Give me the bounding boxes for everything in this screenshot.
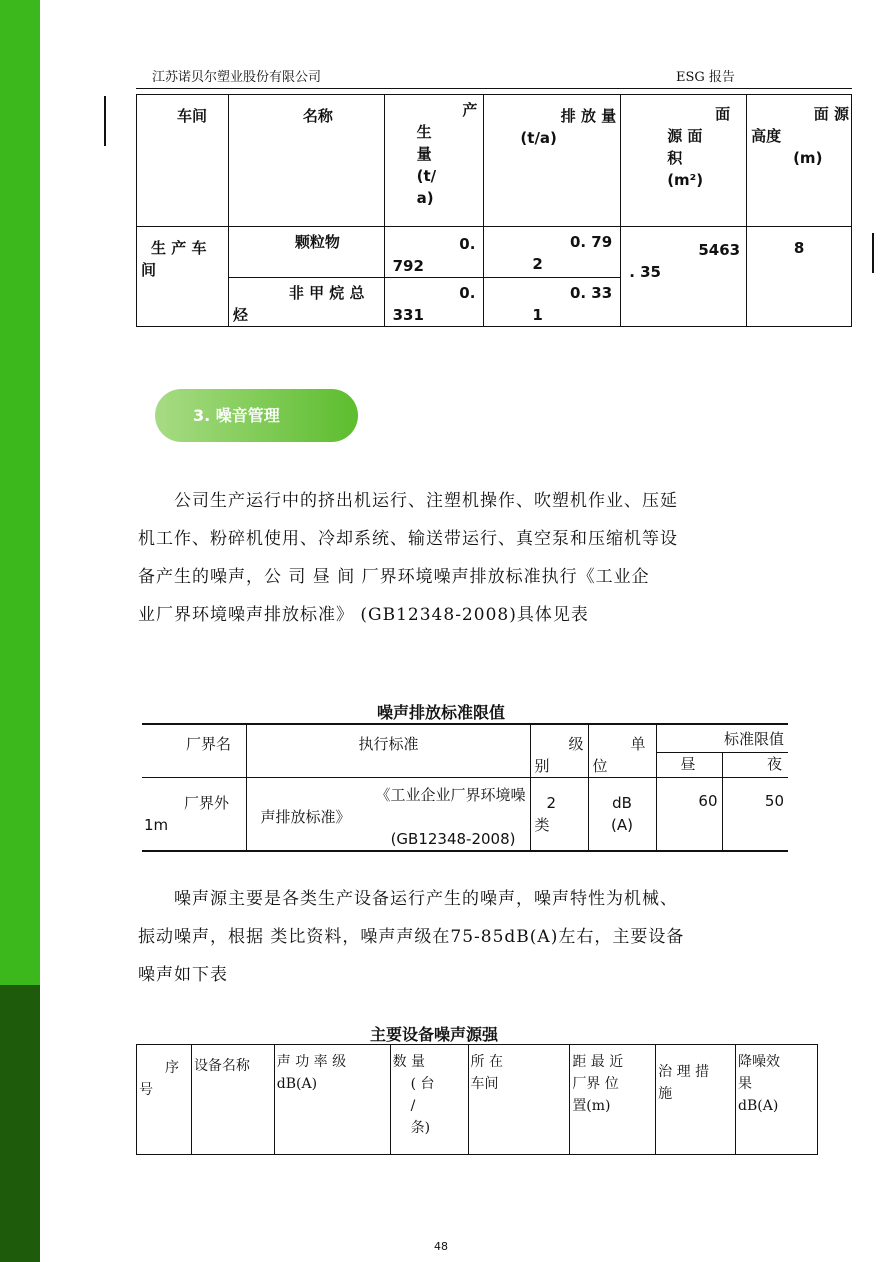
row2-production: 0. 331 [384,278,484,327]
header-device: 设备名称 [191,1045,274,1155]
noise-source-paragraph: 噪声源主要是各类生产设备运行产生的噪声，噪声特性为机械、 振动噪声，根据 类比资料，噪声声级在75-85dB(A)左右，主要设备 噪声如下表 [138,889,685,985]
header-measure: 治 理 措 施 [656,1045,736,1155]
night-value: 50 [722,778,788,852]
header-production: 产 生 量 (t/ a) [384,95,484,227]
noise-paragraph: 公司生产运行中的挤出机运行、注塑机操作、吹塑机作业、压延 机工作、粉碎机使用、冷却系统、输送带运行、真空泵和压缩机等设 备产生的噪声，公 司 昼 间 厂界环境噪声排放标准执行《工业企 业厂界环境噪声排放标准》 (GB12348-2008)具体见表 [138,491,678,625]
day-value: 60 [656,778,722,852]
device-noise-table [136,1044,818,1155]
header-effect: 降噪效 果 dB(A) [736,1045,818,1155]
header-level: 级 别 [530,724,588,778]
header-workshop-col: 所 在 车间 [468,1045,570,1155]
margin-mark-right [872,233,874,273]
page-number: 48 [434,1240,448,1253]
header-boundary: 厂界名 [142,724,246,778]
header-divider [136,88,852,89]
sidebar-accent-top [0,0,40,985]
header-workshop: 车间 [137,95,229,227]
row2-emission: 0. 33 1 [484,278,621,327]
header-night: 夜 [722,753,788,778]
table3-caption: 主要设备噪声源强 [370,1025,499,1044]
sidebar-accent-bottom [0,985,40,1262]
header-company: 江苏诺贝尔塑业股份有限公司 [152,70,322,85]
row1-name: 颗粒物 [228,227,384,278]
header-quantity: 数 量 ( 台 / 条) [390,1045,468,1155]
table2-caption: 噪声排放标准限值 [377,703,506,722]
workshop-value: 生 产 车 间 [137,227,229,327]
header-power: 声 功 率 级 dB(A) [274,1045,390,1155]
level-value: 2 类 [530,778,588,852]
header-unit: 单 位 [588,724,656,778]
header-limit: 标准限值 [656,724,788,753]
header-source-area: 面 源 面 积 (m²) [621,95,747,227]
header-report: ESG 报告 [676,70,735,85]
header-emission: 排 放 量 (t/a) [484,95,621,227]
source-area-value: 5463 . 35 [621,227,747,327]
header-source-height: 面 源 高度 (m) [747,95,852,227]
boundary-value: 厂界外 1m [142,778,246,852]
noise-standard-table [142,723,788,852]
source-height-value: 8 [747,227,852,327]
header-distance: 距 最 近 厂界 位 置(m) [570,1045,656,1155]
header-standard: 执行标准 [246,724,530,778]
header-day: 昼 [656,753,722,778]
section-title-noise: 3. 噪音管理 [155,389,358,442]
header-index: 序 号 [137,1045,192,1155]
standard-value: 《工业企业厂界环境噪 声排放标准》 (GB12348-2008) [246,778,530,852]
header-name: 名称 [228,95,384,227]
margin-mark-left [104,96,106,146]
row1-production: 0. 792 [384,227,484,278]
row2-name: 非 甲 烷 总 烃 [228,278,384,327]
row1-emission: 0. 79 2 [484,227,621,278]
unit-value: dB (A) [588,778,656,852]
emission-table [136,94,852,327]
